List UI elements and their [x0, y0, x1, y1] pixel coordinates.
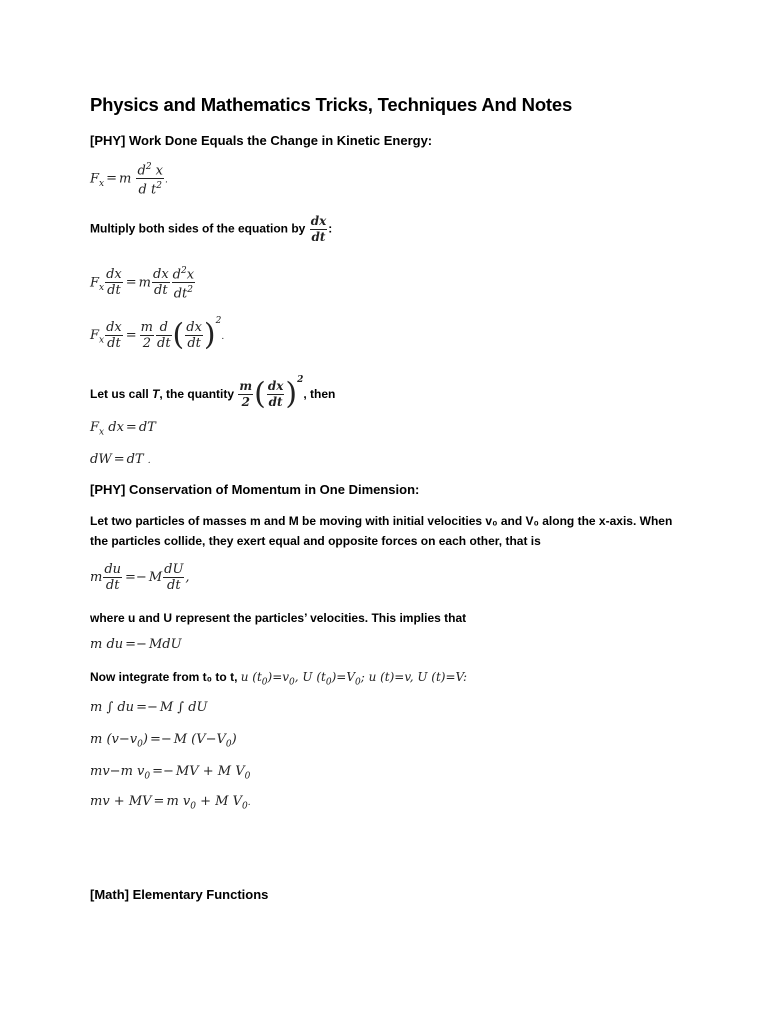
page-title: Physics and Mathematics Tricks, Techniques And Notes — [90, 94, 573, 115]
let-mid-text: , the quantity — [159, 387, 235, 401]
equation-kinetic-derivative: $F_x$ $\frac{dx}{dt}$ = $\frac{m}{2}$ $\frac{d}{dt}$ ( $\frac{dx}{dt}$ )$^2$. — [90, 316, 225, 353]
momentum-paragraph-line2: the particles collide, they exert equal and opposite forces on each other, that is — [90, 534, 541, 548]
equation-fx-dx: $F_x$ dx = dT — [90, 420, 156, 438]
let-variable: T — [152, 387, 160, 401]
equation-equal-opposite-forces: m $\frac{du}{dt}$ =− M $\frac{dU}{dt}$ , — [90, 562, 190, 593]
where-statement: where u and U represent the particles’ velocities. This implies that — [90, 611, 467, 625]
section-heading-momentum: [PHY] Conservation of Momentum in One Dimension: — [90, 482, 420, 497]
section-heading-work-energy: [PHY] Work Done Equals the Change in Kinetic Energy: — [90, 133, 433, 148]
momentum-paragraph-line1: Let two particles of masses m and M be moving with initial velocities v₀ and V₀ along the x-axis. When — [90, 514, 673, 528]
integrate-statement: Now integrate from t₀ to t, u $(t_0)=v_0$, U $(t_0)=V_0$; u (t)=v, U (t)=V: — [90, 670, 468, 688]
equation-integral: m ∫ du =− M ∫ dU — [90, 700, 208, 715]
equation-expanded: mv−m $v_0$ =− MV + M $V_0$ — [90, 764, 251, 782]
equation-integrated: m $(v-v_0) =- M$ $(V-V_0)$ — [90, 732, 237, 750]
let-us-call-statement: Let us call T, the quantity $\frac{m}{2}$ ( $\frac{dx}{dt}$ )$^2$, then — [90, 375, 336, 412]
multiply-text: Multiply both sides of the equation by — [90, 221, 306, 236]
equation-conservation: mv + MV = m $v_0 + M$ $V_0$. — [90, 794, 251, 812]
equation-multiplied: $F_x$ $\frac{dx}{dt}$ = m $\frac{dx}{dt}$ $\frac{d^2x}{dt^2}$ — [90, 266, 195, 302]
equation-dw-dt: dW = dT . — [90, 452, 151, 467]
let-suffix-text: , then — [303, 387, 336, 401]
integrate-text: Now integrate from t₀ to t, — [90, 670, 238, 684]
multiply-instruction: Multiply both sides of the equation by $\frac{dx}{dt}$ : — [90, 214, 333, 244]
equation-newton-second-law: $F_x = m$ $\frac{d^2 x}{d t^2}$ . — [90, 162, 168, 198]
let-prefix-text: Let us call — [90, 387, 149, 401]
section-heading-elementary-functions: [Math] Elementary Functions — [90, 887, 269, 902]
equation-mdu: m du =− MdU — [90, 637, 182, 652]
